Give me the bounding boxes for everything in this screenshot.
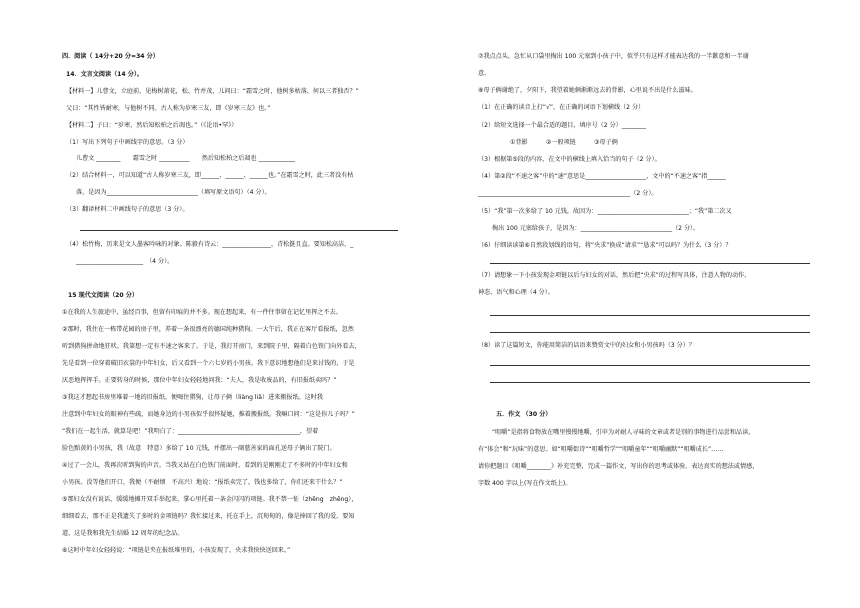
passage-para-3-line-2: 注意到中年妇女的眼神有些疏，而她身边的小男孩似乎很怀疑她，推着搬报纸。我嘛口问：“这是你儿子吗？” — [62, 411, 355, 418]
q15-4-line-2: __________________________________________________（2 分）。 — [478, 190, 658, 197]
passage-para-5-line-2: 细细看去，那不正是我遗失了多时的金项链吗？我忙接过来，托在手上，沉甸甸的，像是捧回了我的爱。要知 — [62, 513, 355, 520]
section-5-title: 五．作文 （30 分） — [496, 411, 552, 418]
q14-2-line-b: 落，是因为______________________________（填写原文语句）（4 分）。 — [76, 189, 271, 196]
q14-4-line-b: ______________________ （4 分）。 — [76, 258, 174, 265]
passage-para-2-line-2: 听到猎狗拼命地狂吠。我第想一定有不速之客来了。于是，我打开房门，来到院子里，隔着白色铁门向外看去， — [62, 343, 361, 350]
q15-6-prompt: （6）仔细读读第⑥自然段划线的语句，将“央求”换成“请求”“恳求”可以吗？为什么（3 分）？ — [478, 242, 732, 249]
passage-para-3-line-4: 脸色黯黄的小男孩，我（故意 特意）多给了 10 元钱，并摆出一副慈善家的面孔送母子俩出了院门。 — [62, 445, 336, 452]
material-2-line: 【材料二】子曰：“岁寒，然后知松柏之后凋也。”（《论语•罕》） — [66, 122, 238, 129]
passage-para-6: ⑥这时中年妇女轻轻说：“项链是夹在报纸堆里的，小孩发现了，央求我快快送回来。” — [62, 547, 291, 554]
passage-para-4-line-2: 小男孩。没等他们开口，我便（不耐烦 不高兴）地说：“报纸卖完了，钱也多给了，你们还来干什么？” — [62, 479, 343, 486]
passage-para-5-line-1: ⑤那妇女没有说话，缓缓地摊开双手举起来，掌心里托着一条金闪闪的项链。我不禁一怔（zhēng zhēng）， — [62, 496, 358, 503]
q15-3-prompt: （3）根据第⑤段的内容，在文中的横线上填入恰当的句子（2 分）。 — [478, 156, 661, 163]
material-1-line-1: 【材料一】儿曹文，立庭前，见梅树萧花，松、竹并茂，儿问曰：“霜雪之时，他树多枯落，何以三者独否？” — [66, 88, 359, 95]
q15-8-prompt: （8）读了这篇短文，你能用简洁的话语来赞赏文中的妇女和小男孩吗（3 分）？ — [478, 342, 695, 349]
q14-3-answer-line[interactable] — [80, 230, 398, 231]
q15-5-line-1: （5）“我”第一次多给了 10 元钱，故因为：______________________________；“我”第二次又 — [478, 208, 732, 215]
q15-8-answer-line-1[interactable] — [490, 365, 810, 366]
q14-1-items: 儿曹文 ________ 霜雪之时 __________ 然后知松柏之后凋也 ____________ — [76, 155, 296, 162]
q14-2-line-a: （2）结合材料一，可以知道“古人称岁寒三友，即______、______、______也。”在霜雪之时，此三者没有枯 — [66, 172, 354, 179]
passage-para-2-line-3: 先是看到一位穿着破旧衣裳的中年妇女，后又看到一个六七岁的小男孩。我下意识地想他们是来讨钱的，于是 — [62, 360, 355, 367]
q15-2-options: ①背影 ②一般项链 ③母子俩 — [510, 139, 618, 146]
essay-prompt-line-1: “咀嚼”是指将食物放在嘴里慢慢地嚼，引申为对耐人寻味的文章或者是别的事物进行品尝和品读， — [492, 429, 755, 436]
q15-7-line-1: （7）请想象一下小孩发现金项链以后与妇女的对话，然后把“央求”的过程写具体，注意人物的动作、 — [478, 272, 751, 279]
q14-3-prompt: （3）翻译材料二中画线句子的意思（3 分）。 — [66, 206, 189, 213]
q15-7-answer-line-2[interactable] — [490, 332, 810, 333]
q15-2-prompt: （2）给短文选择一个最合适的题目，填序号（2 分）________ — [478, 122, 647, 129]
essay-prompt-line-2: 有“体会”和“玩味”的意思。如“咀嚼街诗”“咀嚼哲学”“咀嚼童年”“咀嚼幽默”“咀嚼成长”…… — [478, 446, 724, 453]
essay-prompt-line-3: 请你把题目《咀嚼________》补充完整，完成一篇作文，写出你的思考或体验，表达真实的想法或情感， — [478, 463, 759, 470]
q14-1-prompt: （1）写出下列句子中画线字的意思。（3 分） — [66, 139, 189, 146]
q15-8-answer-line-2[interactable] — [490, 382, 810, 383]
material-1-line-2: 父曰：“其性皆耐寒，与他树不同。古人称为岁寒三友，即《岁寒三友》也。” — [66, 105, 271, 112]
passage-para-5-line-3: 道，这是我和我先生结婚 12 周年的纪念品。 — [62, 530, 184, 537]
passage-para-3-line-3: “我们在一起生活，就算是吧！”我明白了：________________________________________，望着 — [62, 428, 319, 435]
q14-4-line-a: （4）松竹梅，历来是文人墨客吟咏的对象。陈毅有诗云：________________，青松挺且直。要知松高洁，_ — [66, 241, 354, 248]
passage-para-7-line-2: 意。 — [478, 70, 491, 77]
passage-para-3-line-1: ③我这才想起书房里堆着一地的旧报纸，便喝住猎狗，让母子俩（liàng liǎ）进来搬报纸。这时我 — [62, 394, 323, 401]
passage-para-2-line-1: ②那时，我住在一栋带花园的房子里，养着一条很漂亮的德国纯种猎狗。一大午后，我正在客厅看报纸，忽然 — [62, 326, 354, 333]
passage-para-2-line-4: 厌恶地挥挥手。正要转身的时候，那位中年妇女轻轻地问我：“夫人，我是收废品的，有旧报纸卖吗？” — [62, 377, 337, 384]
essay-prompt-line-4: 字数 400 字以上(写在作文纸上)。 — [478, 480, 572, 487]
passage-para-7-line-1: ⑦我点点头，急忙从口袋里掏出 100 元塞到小孩子中，似乎只有这样才能表达我的一半歉意和一半谢 — [478, 53, 749, 60]
q15-4-line-1: （4）第②段“不速之客”中的“速”意思是____________________，文中的“不速之客”指______ — [478, 173, 726, 180]
passage-para-8: ⑧母子俩谢绝了，夕阳下，我望着她俩渐渐远去的背影，心里说不出是什么滋味。 — [478, 87, 697, 94]
q15-1-prompt: （1）在正确的读音上打“√”，在正确的词语下划横线（2 分） — [478, 104, 645, 111]
q15-7-answer-line-1[interactable] — [490, 315, 810, 316]
q15-title: 15 现代文阅读（20 分） — [68, 292, 138, 299]
passage-para-1: ①在我的人生旅途中，虽经百事，但留有印痕的并不多。现在想起来，有一件往事留在记忆里挥之不去。 — [62, 309, 342, 316]
q15-5-line-2: 掏出 100 元塞给孩子，是因为：______________________________（2 分）。 — [492, 225, 700, 232]
section-4-title: 四．阅读（ 14分+20 分=34 分） — [62, 53, 159, 60]
passage-para-4-line-1: ④过了一会儿，我再次听到狗的声音。当我又站在白色铁门前面时，看到的是刚刚走了不多时的中年妇女和 — [62, 462, 348, 469]
q15-7-line-2: 神态、语气和心理（4 分）。 — [478, 289, 554, 296]
q14-title: 14．文言文阅读（14 分）。 — [66, 71, 143, 78]
q15-6-answer-line[interactable] — [490, 263, 810, 264]
